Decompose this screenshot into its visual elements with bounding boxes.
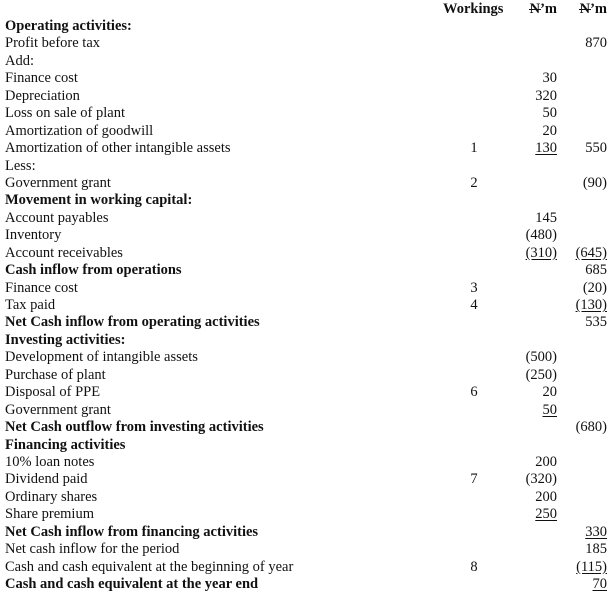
line-item-label: Dividend paid — [5, 471, 88, 488]
amount-column-2: (130) — [575, 297, 607, 313]
statement-row — [0, 506, 616, 523]
workings-ref: 3 — [470, 279, 478, 296]
statement-row — [0, 297, 616, 314]
statement-row — [0, 245, 616, 262]
statement-row — [0, 262, 616, 279]
amount-column-2: 70 — [592, 576, 607, 592]
workings-ref: 2 — [470, 174, 478, 191]
statement-row — [0, 192, 616, 209]
workings-ref: 8 — [470, 558, 478, 575]
statement-row — [0, 471, 616, 488]
amount-column-2: 185 — [585, 541, 607, 558]
statement-row — [0, 35, 616, 52]
line-item-label: Less: — [5, 157, 36, 174]
amount-column-1: (310) — [525, 244, 557, 261]
statement-row — [0, 175, 616, 192]
amount-column-1: 250 — [535, 506, 557, 523]
statement-row — [0, 88, 616, 105]
statement-row — [0, 280, 616, 297]
amount-column-1: 50 — [542, 105, 557, 122]
statement-row — [0, 105, 616, 122]
line-item-label: Ordinary shares — [5, 488, 98, 505]
statement-row — [0, 210, 616, 227]
naira-millions-column-header-1: N’m — [529, 1, 557, 17]
amount-column-1: 200 — [535, 453, 557, 470]
workings-ref: 4 — [470, 297, 478, 313]
amount-column-1: (500) — [525, 349, 557, 366]
statement-row — [0, 140, 616, 157]
statement-row — [0, 70, 616, 87]
statement-row — [0, 227, 616, 244]
amount-column-1: (480) — [525, 227, 557, 244]
line-item-label: Finance cost — [5, 279, 78, 296]
amount-column-1: 20 — [542, 384, 557, 401]
line-item-label: Cash and cash equivalent at the beginning of year — [5, 558, 294, 575]
line-item-label: Share premium — [5, 506, 94, 523]
amount-column-2: (680) — [575, 419, 607, 436]
line-item-label: Amortization of other intangible assets — [5, 140, 231, 157]
statement-row — [0, 314, 616, 331]
line-item-label: Government grant — [5, 174, 111, 191]
section-heading: Net Cash inflow from operating activities — [5, 314, 260, 331]
statement-row — [0, 541, 616, 558]
amount-column-2: 870 — [585, 35, 607, 52]
statement-row — [0, 123, 616, 140]
line-item-label: Tax paid — [5, 297, 56, 313]
line-item-label: Account payables — [5, 209, 109, 226]
statement-row — [0, 158, 616, 175]
line-item-label: Amortization of goodwill — [5, 122, 154, 139]
workings-ref: 1 — [470, 140, 478, 157]
line-item-label: Add: — [5, 52, 34, 69]
line-item-label: Net cash inflow for the period — [5, 541, 180, 558]
amount-column-1: 320 — [535, 87, 557, 104]
amount-column-1: 130 — [535, 140, 557, 157]
line-item-label: Disposal of PPE — [5, 384, 101, 401]
section-heading: Net Cash inflow from financing activities — [5, 523, 259, 540]
amount-column-2: 685 — [585, 262, 607, 279]
amount-column-2: 550 — [585, 140, 607, 157]
amount-column-1: 30 — [542, 70, 557, 87]
statement-row — [0, 53, 616, 70]
line-item-label: Government grant — [5, 401, 111, 418]
line-item-label: Purchase of plant — [5, 366, 106, 383]
statement-row — [0, 576, 616, 593]
amount-column-2: (645) — [575, 244, 607, 261]
statement-row — [0, 559, 616, 576]
section-heading: Cash inflow from operations — [5, 262, 182, 279]
statement-row — [0, 437, 616, 454]
statement-row — [0, 332, 616, 349]
line-item-label: Account receivables — [5, 244, 123, 261]
amount-column-1: (250) — [525, 366, 557, 383]
column-header-row — [0, 0, 616, 18]
workings-ref: 7 — [470, 471, 478, 488]
statement-row — [0, 454, 616, 471]
amount-column-2: (90) — [582, 174, 607, 191]
line-item-label: Finance cost — [5, 70, 78, 87]
line-item-label: 10% loan notes — [5, 453, 95, 470]
amount-column-2: 535 — [585, 314, 607, 331]
section-heading: Net Cash outflow from investing activities — [5, 419, 264, 436]
amount-column-1: 200 — [535, 488, 557, 505]
line-item-label: Loss on sale of plant — [5, 105, 126, 122]
statement-row — [0, 524, 616, 541]
statement-row — [0, 349, 616, 366]
section-heading: Movement in working capital: — [5, 192, 193, 209]
amount-column-2: (20) — [582, 279, 607, 296]
section-heading: Financing activities — [5, 436, 126, 453]
statement-row — [0, 402, 616, 419]
statement-rows — [0, 18, 616, 593]
statement-row — [0, 384, 616, 401]
amount-column-1: (320) — [525, 471, 557, 488]
statement-row — [0, 419, 616, 436]
naira-symbol-icon: N — [529, 1, 541, 17]
naira-symbol-icon: N — [579, 1, 591, 17]
amount-column-1: 20 — [542, 122, 557, 139]
amount-column-2: (115) — [576, 558, 607, 575]
statement-row — [0, 489, 616, 506]
workings-column-header: Workings — [443, 1, 504, 17]
amount-column-2: 330 — [585, 523, 607, 540]
section-heading: Cash and cash equivalent at the year end — [5, 576, 259, 592]
amount-column-1: 145 — [535, 209, 557, 226]
section-heading: Operating activities: — [5, 18, 132, 34]
section-heading: Investing activities: — [5, 331, 126, 348]
workings-ref: 6 — [470, 384, 478, 401]
amount-column-1: 50 — [542, 401, 557, 418]
line-item-label: Profit before tax — [5, 35, 101, 52]
line-item-label: Development of intangible assets — [5, 349, 198, 366]
naira-millions-column-header-2: N’m — [579, 1, 607, 17]
statement-row — [0, 18, 616, 35]
line-item-label: Depreciation — [5, 87, 80, 104]
statement-row — [0, 367, 616, 384]
line-item-label: Inventory — [5, 227, 62, 244]
